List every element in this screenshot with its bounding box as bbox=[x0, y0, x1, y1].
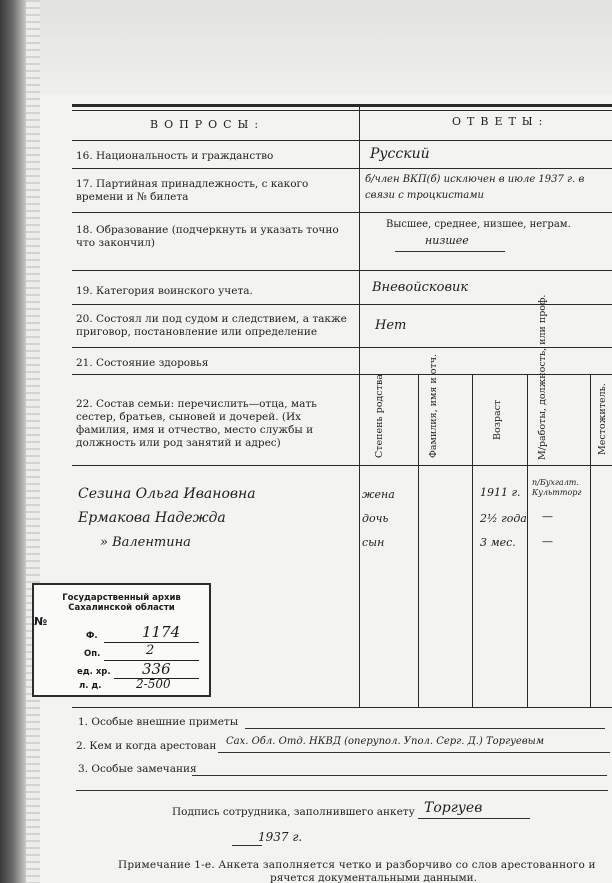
stamp-no-mark: № bbox=[34, 615, 48, 628]
item-2-answer: Сах. Обл. Отд. НКВД (оперупол. Упол. Серг. Д.) Торгуевым bbox=[226, 736, 545, 747]
family-name-3: » Валентина bbox=[100, 535, 191, 550]
education-options: Высшее, среднее, низшее, неграм. bbox=[386, 219, 571, 230]
col-relation: Степень родства bbox=[374, 374, 385, 458]
row-line bbox=[72, 140, 612, 141]
note-line-2: рячется документальными данными. bbox=[270, 872, 477, 883]
item-1-line bbox=[245, 728, 605, 729]
row-line bbox=[72, 270, 612, 271]
family-col-divider bbox=[590, 374, 591, 708]
stamp-ed-label: ед. хр. bbox=[77, 667, 111, 677]
answer-20: Нет bbox=[375, 318, 407, 333]
stamp-title-1: Государственный архив bbox=[62, 593, 181, 603]
stamp-opis-label: Оп. bbox=[84, 649, 101, 659]
signature-label: Подпись сотрудника, заполнившего анкету bbox=[172, 806, 415, 818]
question-16: 16. Национальность и гражданство bbox=[76, 150, 274, 162]
family-age-1: 1911 г. bbox=[480, 486, 521, 499]
note-line-1: Примечание 1-е. Анкета заполняется четко и разборчиво со слов арестованного и bbox=[118, 859, 596, 871]
table-top-border-2 bbox=[72, 110, 612, 111]
signature-line bbox=[418, 818, 530, 819]
family-age-3: 3 мес. bbox=[480, 536, 516, 549]
row-line bbox=[72, 168, 612, 169]
answer-18-underline bbox=[395, 251, 505, 252]
family-col-divider bbox=[527, 374, 528, 708]
table-top-border bbox=[72, 104, 612, 107]
questions-header: ВОПРОСЫ: bbox=[150, 118, 265, 131]
question-18: 18. Образование (подчеркнуть и указать точно что закончил) bbox=[76, 224, 339, 249]
question-19: 19. Категория воинского учета. bbox=[76, 285, 253, 297]
item-2-line bbox=[218, 752, 610, 753]
family-work-2: — bbox=[542, 510, 553, 523]
item-3-line bbox=[192, 775, 607, 776]
row-line bbox=[72, 374, 612, 375]
stamp-opis: 2 bbox=[146, 643, 155, 658]
col-age: Возраст bbox=[492, 399, 503, 440]
family-col-divider bbox=[418, 374, 419, 708]
question-20: 20. Состоял ли под судом и следствием, а также приговор, постановление или определение bbox=[76, 313, 347, 338]
question-22: 22. Состав семьи: перечислить—отца, мать сестер, братьев, сыновей и дочерей. (Их фамилия, имя и отчество, место службы и должность или род занятий и адрес) bbox=[76, 398, 317, 449]
col-work: М/работы, должность, или проф. bbox=[537, 294, 548, 460]
answers-header: ОТВЕТЫ: bbox=[452, 115, 549, 128]
question-21: 21. Состояние здоровья bbox=[76, 357, 209, 369]
family-name-2: Ермакова Надежда bbox=[78, 510, 226, 526]
extra-line bbox=[76, 790, 608, 791]
top-shade bbox=[40, 0, 612, 95]
year-line bbox=[232, 845, 262, 846]
family-name-1: Сезина Ольга Ивановна bbox=[78, 486, 256, 502]
family-age-2: 2½ года bbox=[480, 512, 527, 525]
stamp-list: 2-500 bbox=[136, 677, 171, 691]
answer-17: б/член ВКП(б) исключен в июле 1937 г. в связи с троцкистами bbox=[365, 174, 585, 201]
year: 1937 г. bbox=[258, 830, 303, 844]
row-line bbox=[72, 212, 612, 213]
answer-19: Вневойсковик bbox=[372, 280, 469, 295]
stamp-fond: 1174 bbox=[142, 623, 181, 641]
table-divider bbox=[359, 104, 360, 708]
family-work-3: — bbox=[542, 535, 553, 548]
item-1-label: 1. Особые внешние приметы bbox=[78, 716, 239, 728]
table-bottom-line bbox=[72, 707, 612, 708]
stamp-list-label: л. д. bbox=[79, 681, 102, 691]
question-17: 17. Партийная принадлежность, с какого времени и № билета bbox=[76, 178, 309, 203]
family-relation-3: сын bbox=[362, 536, 385, 549]
col-residence: Местожитель. bbox=[597, 383, 608, 455]
family-relation-1: жена bbox=[362, 488, 395, 501]
answer-16: Русский bbox=[370, 146, 430, 162]
signature: Торгуев bbox=[424, 800, 483, 816]
item-2-label: 2. Кем и когда арестован bbox=[76, 740, 217, 752]
row-line bbox=[72, 347, 612, 348]
family-relation-2: дочь bbox=[362, 512, 389, 525]
answer-18: низшее bbox=[425, 234, 469, 247]
family-work-1: п/Бухгалт. Культторг bbox=[532, 478, 582, 497]
family-col-divider bbox=[472, 374, 473, 708]
archive-stamp bbox=[32, 583, 211, 697]
family-header-line bbox=[72, 465, 612, 466]
stamp-fond-label: Ф. bbox=[86, 631, 98, 641]
stamp-ed: 336 bbox=[142, 660, 171, 678]
binding-shadow bbox=[0, 0, 26, 883]
binding-speckle bbox=[26, 0, 40, 883]
item-3-label: 3. Особые замечания bbox=[78, 763, 197, 775]
row-line bbox=[72, 304, 612, 305]
col-name: Фамилия, имя и отч. bbox=[428, 353, 439, 458]
stamp-title-2: Сахалинской области bbox=[68, 603, 175, 613]
